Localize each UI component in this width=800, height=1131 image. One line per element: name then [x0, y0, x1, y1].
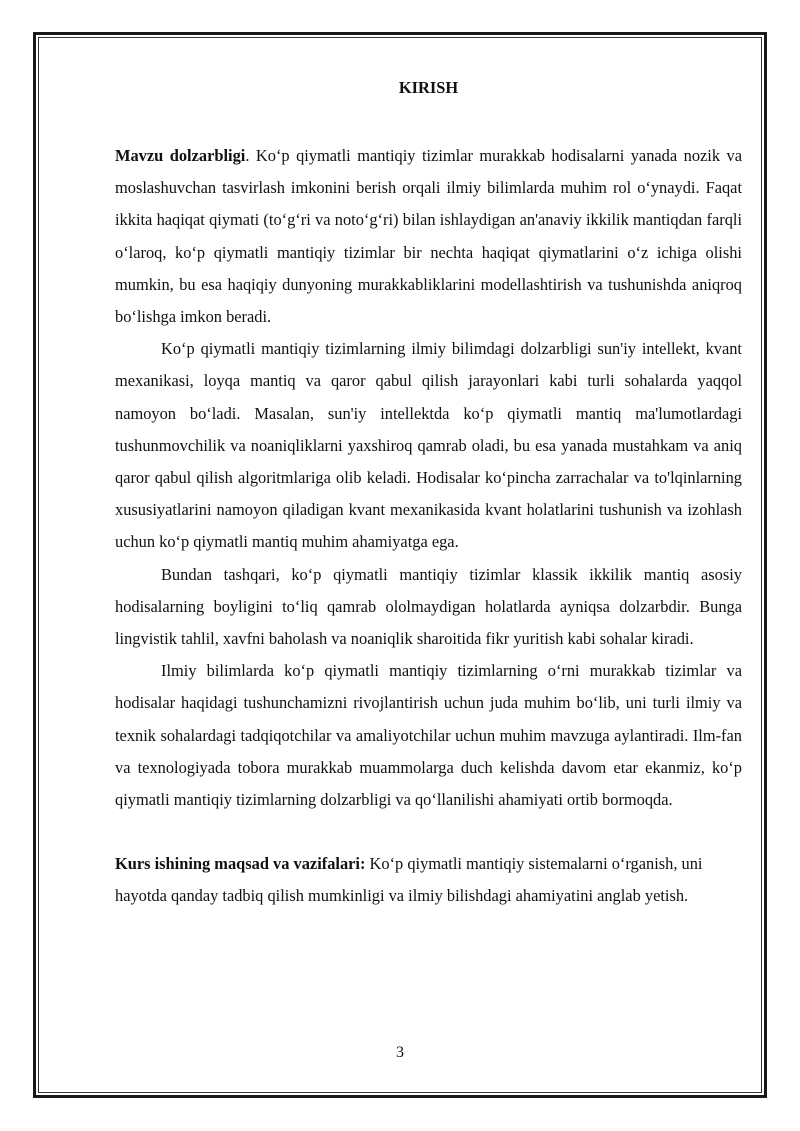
relevance-paragraph-2: Ko‘p qiymatli mantiqiy tizimlarning ilmiy bilimdagi dolzarbligi sun'iy intellekt, kvant mexanikasi, loyqa mantiq va qaror qabul qilish jarayonlari kabi turli sohalarda yaqqol namoyon bo‘ladi. Masalan, sun'iy intellektda ko‘p qiymatli mantiq ma'lumotlardagi tushunmovchilik va noaniqliklarni yaxshiroq qamrab oladi, bu esa yanada mustahkam va aniq qaror qabul qilish algoritmlariga olib keladi. Hodisalar ko‘pincha zarrachalar va to'lqinlarning xususiyatlarini namoyon qiladigan kvant mexanikasida kvant holatlarini tushunish va izohlash uchun ko‘p qiymatli mantiq muhim ahamiyatga ega.	[115, 339, 742, 552]
page-number: 3	[396, 1044, 404, 1061]
relevance-paragraph-3: Bundan tashqari, ko‘p qiymatli mantiqiy tizimlar klassik ikkilik mantiq asosiy hodisalarning boyligini to‘liq qamrab ololmaydigan holatlarda ayniqsa dolzarbdir. Bunga lingvistik tahlil, xavfni baholash va noaniqlik sharoitida fikr yuritish kabi sohalar kiradi.	[115, 564, 742, 649]
goals-heading: Kurs ishining maqsad va vazifalari:	[115, 854, 366, 874]
relevance-heading: Mavzu dolzarbligi	[115, 146, 246, 165]
relevance-paragraph-1	[115, 140, 742, 333]
document-page	[115, 60, 742, 913]
page-title: KIRISH	[398, 78, 459, 97]
goals-paragraph	[115, 848, 742, 912]
relevance-heading-suffix: .	[245, 146, 250, 165]
relevance-paragraph-4: Ilmiy bilimlarda ko‘p qiymatli mantiqiy tizimlarning o‘rni murakkab tizimlar va hodisalar haqidagi tushunchamizni rivojlantirish uchun juda muhim bo‘lib, uni turli ilmiy va texnik sohalardagi tadqiqotchilar va amaliyotchilar uchun muhim mavzuga aylantiradi. Ilm-fan va texnologiyada tobora murakkab muammolarga duch kelishda davom etar ekanmiz, ko‘p qiymatli mantiqiy tizimlarning dolzarbligi va qo‘llanilishi ahamiyati ortib bormoqda.	[115, 661, 742, 810]
relevance-paragraph-1-text: Ko‘p qiymatli mantiqiy tizimlar murakkab hodisalarni yanada nozik va moslashuvchan tasvirlash imkonini berish orqali ilmiy bilimlarda muhim rol o‘ynaydi. Faqat ikkita haqiqat qiymati (to‘g‘ri va noto‘g‘ri) bilan ishlaydigan an'anaviy ikkilik mantiqdan farqli o‘laroq, ko‘p qiymatli mantiqiy tizimlar bir nechta haqiqat qiymatlarini o‘z ichiga olishi mumkin, bu esa haqiqiy dunyoning murakkabliklarini modellashtirish va tushunishda aniqroq bo‘lishga imkon beradi.	[115, 146, 742, 327]
goals-text: Ko‘p qiymatli mantiqiy sistemalarni o‘rganish, uni hayotda qanday tadbiq qilish mumkinligi va ilmiy bilishdagi ahamiyatini anglab yetish.	[115, 854, 703, 906]
